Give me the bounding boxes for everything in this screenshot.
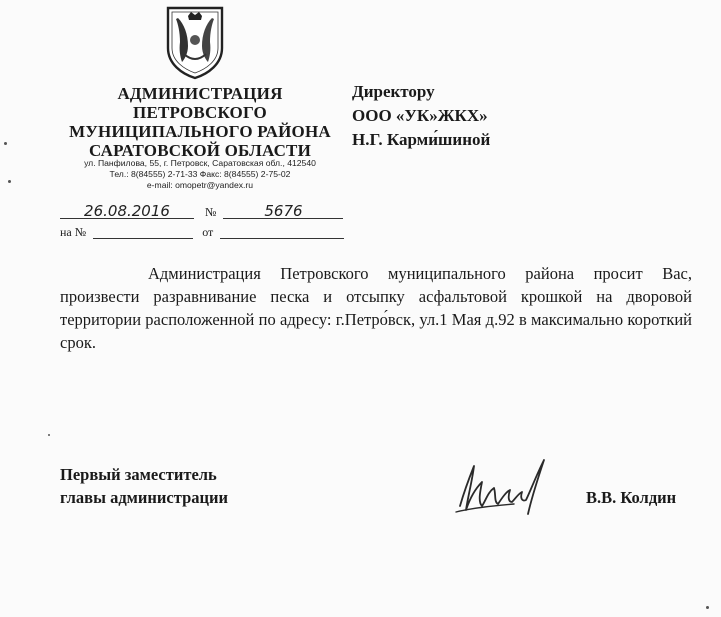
outgoing-number: 5676 [223, 204, 343, 219]
registration-line-incoming [60, 224, 344, 239]
org-line: АДМИНИСТРАЦИЯ [117, 84, 283, 103]
scan-speck [8, 180, 11, 183]
recipient-line: Н.Г. Карми́шиной [352, 130, 491, 149]
organization-name [40, 84, 360, 160]
recipient-block [352, 80, 672, 152]
number-label: № [205, 205, 217, 219]
org-line: САРАТОВСКОЙ ОБЛАСТИ [88, 141, 312, 160]
org-phones: Тел.: 8(84555) 2-71-33 Факс: 8(84555) 2-75-02 [109, 169, 291, 179]
scan-speck [48, 434, 50, 436]
signatory-name: В.В. Колдин [586, 488, 677, 507]
handwritten-signature [452, 452, 556, 522]
recipient-line: ООО «УК»ЖКХ» [352, 106, 488, 125]
registration-line-outgoing [60, 204, 343, 219]
recipient-line: Директору [352, 82, 435, 101]
ref-date [220, 224, 344, 239]
letter-body [60, 262, 692, 354]
coat-of-arms-icon [162, 4, 228, 80]
ref-number [93, 224, 193, 239]
signatory-title-line: Первый заместитель [60, 465, 217, 484]
signatory-title-line: главы администрации [60, 488, 229, 507]
org-email: e-mail: omopetr@yandex.ru [146, 180, 254, 190]
outgoing-date: 26.08.2016 [60, 204, 194, 219]
signatory-title [60, 463, 320, 509]
org-line: МУНИЦИПАЛЬНОГО РАЙОНА [69, 122, 331, 141]
from-label: от [202, 225, 214, 239]
body-paragraph: Администрация Петровского муниципального района просит Вас, произвести разравнивание песка и отсыпку асфальтовой крошкой на дворовой территории расположенной по адресу: г.Петро́вск, ул.1 Мая д.92 в максимально короткий срок. [60, 264, 692, 352]
org-address: ул. Панфилова, 55, г. Петровск, Саратовская обл., 412540 [84, 158, 316, 168]
ref-number-label: на № [60, 225, 87, 239]
org-line: ПЕТРОВСКОГО [133, 103, 267, 122]
org-contacts [40, 158, 360, 191]
scan-speck [706, 606, 709, 609]
scan-speck [4, 142, 7, 145]
